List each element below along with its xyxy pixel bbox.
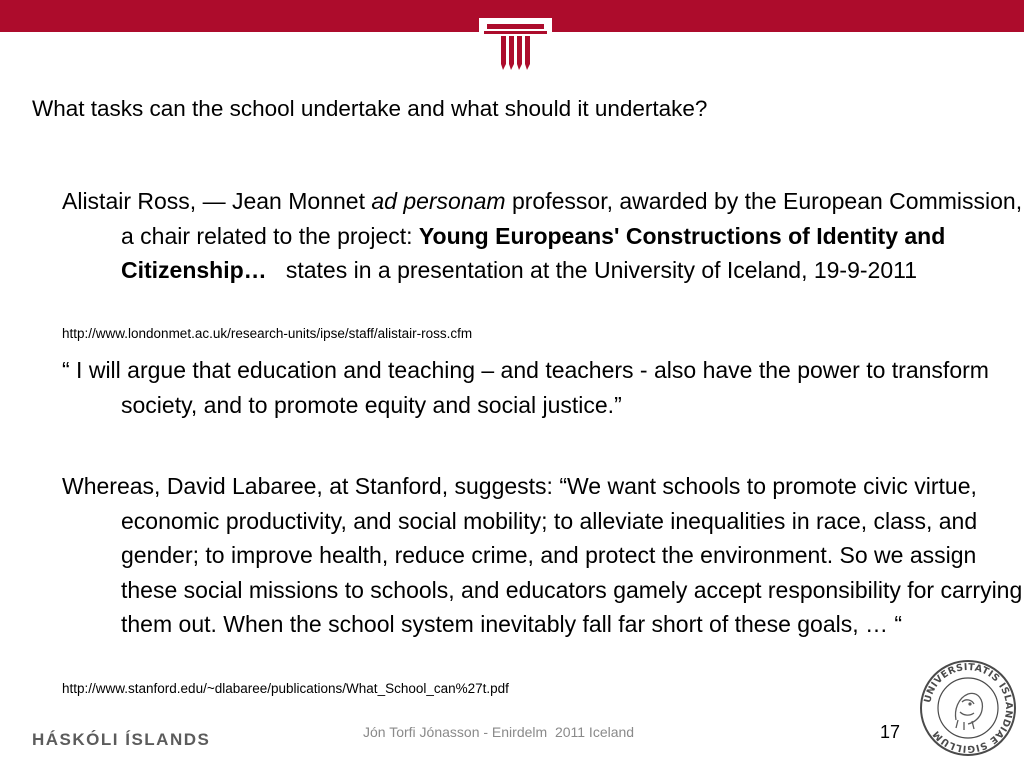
project-title-bold: Young Europeans' Constructions of Identity and Citizenship… (121, 222, 952, 283)
footer-author-event: Jón Torfi Jónasson - Enirdelm 2011 Iceland (363, 724, 635, 740)
ross-presentation-text: states in a presentation at the University of Iceland, 19-9-2011 (266, 257, 918, 283)
university-seal-icon (918, 658, 1018, 758)
slide-number: 17 (880, 722, 901, 742)
labaree-publication-link[interactable]: http://www.stanford.edu/~dlabaree/publications/What_School_can%27t.pdf (62, 681, 509, 696)
ross-quote: “ I will argue that education and teaching – and teachers - also have the power to transform society, and to promote equity and social justice.” (62, 357, 989, 418)
ross-intro-text: Alistair Ross, — Jean Monnet (62, 188, 372, 214)
ad-personam-italic: ad personam (371, 188, 506, 214)
slide-title: What tasks can the school undertake and what should it undertake? (32, 96, 708, 121)
ross-chair-text: professor, awarded by the European Commission, a chair related to the project: (121, 188, 1023, 249)
ross-paragraph (62, 184, 1024, 288)
labaree-paragraph: Whereas, David Labaree, at Stanford, suggests: “We want schools to promote civic virtue, economic productivity, and social mobility; to alleviate inequalities in race, class, and gender; to improve health, reduce crime, and protect the environment. So we assign these social missions to schools, and educators gamely accept responsibility for carrying them out. When the school system inevitably fall far short of these goals, … “ (62, 473, 1023, 637)
ross-profile-link[interactable]: http://www.londonmet.ac.uk/research-units/ipse/staff/alistair-ross.cfm (62, 326, 473, 341)
svg-text:UNIVERSITATIS ISLANDIAE SIGILL: UNIVERSITATIS ISLANDIAE SIGILLUM (922, 661, 1015, 755)
university-wordmark: HÁSKÓLI ÍSLANDS (32, 730, 211, 749)
university-pillars-logo-icon (479, 18, 552, 76)
